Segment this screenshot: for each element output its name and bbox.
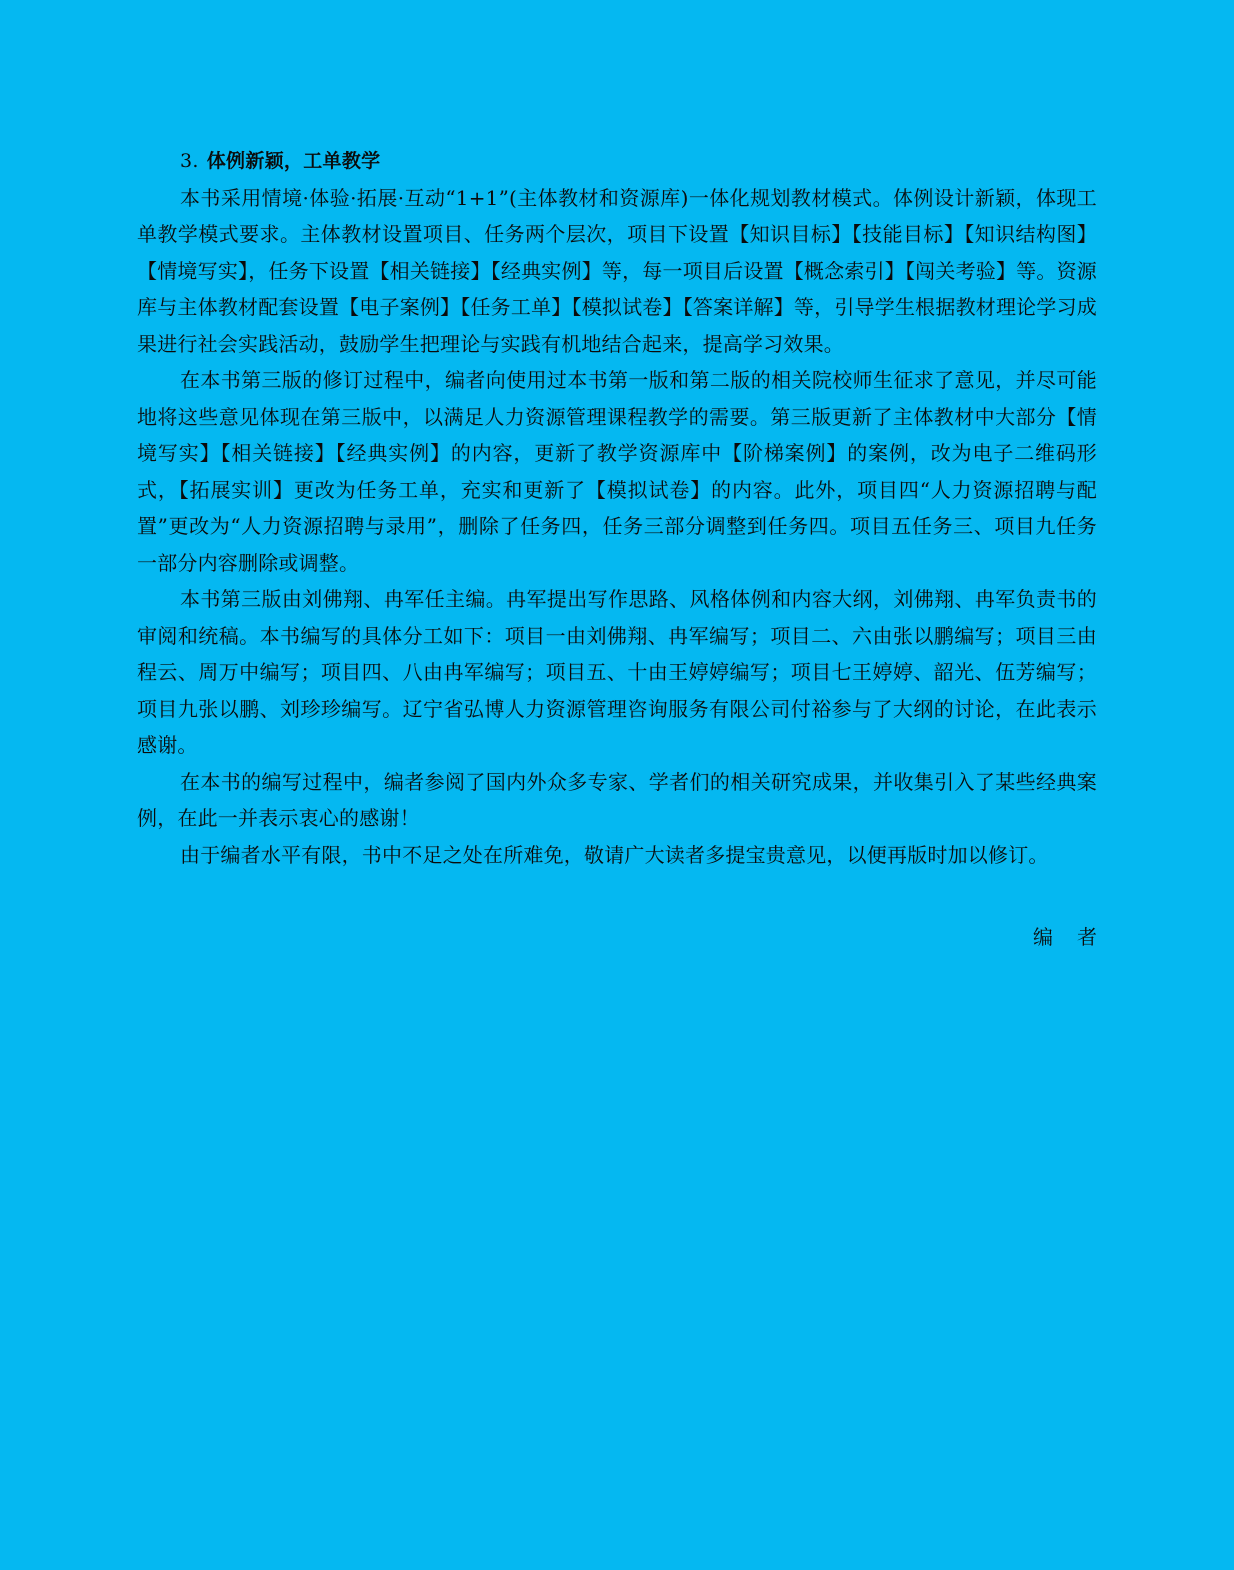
section-heading <box>137 143 1097 180</box>
paragraph-format-intro: 本书采用情境·体验·拓展·互动“1+1”(主体教材和资源库)一体化规划教材模式。体例设计新颖，体现工单教学模式要求。主体教材设置项目、任务两个层次，项目下设置【知识目标】【技能目标】【知识结构图】【情境写实】，任务下设置【相关链接】【经典实例】等，每一项目后设置【概念索引】【闯关考验】等。资源库与主体教材配套设置【电子案例】【任务工单】【模拟试卷】【答案详解】等，引导学生根据教材理论学习成果进行社会实践活动，鼓励学生把理论与实践有机地结合起来，提高学习效果。 <box>137 185 1097 356</box>
paragraph-authors: 本书第三版由刘佛翔、冉军任主编。冉军提出写作思路、风格体例和内容大纲，刘佛翔、冉军负责书的审阅和统稿。本书编写的具体分工如下：项目一由刘佛翔、冉军编写；项目二、六由张以鹏编写；项目三由程云、周万中编写；项目四、八由冉军编写；项目五、十由王婷婷编写；项目七王婷婷、韶光、伍芳编写；项目九张以鹏、刘珍珍编写。辽宁省弘博人力资源管理咨询服务有限公司付裕参与了大纲的讨论，在此表示感谢。 <box>137 587 1097 757</box>
paragraph-acknowledgement: 在本书的编写过程中，编者参阅了国内外众多专家、学者们的相关研究成果，并收集引入了某些经典案例，在此一并表示衷心的感谢！ <box>137 769 1097 830</box>
section-title: 体例新颖，工单教学 <box>206 150 381 172</box>
paragraph-feedback: 由于编者水平有限，书中不足之处在所难免，敬请广大读者多提宝贵意见，以便再版时加以修订。 <box>180 842 1049 867</box>
paragraph-revision: 在本书第三版的修订过程中，编者向使用过本书第一版和第二版的相关院校师生征求了意见，并尽可能地将这些意见体现在第三版中，以满足人力资源管理课程教学的需要。第三版更新了主体教材中大部分【情境写实】【相关链接】【经典实例】的内容，更新了教学资源库中【阶梯案例】的案例，改为电子二维码形式，【拓展实训】更改为任务工单，充实和更新了【模拟试卷】的内容。此外，项目四“人力资源招聘与配置”更改为“人力资源招聘与录用”，删除了任务四，任务三部分调整到任务四。项目五任务三、项目九任务一部分内容删除或调整。 <box>137 368 1097 575</box>
signature: 编者 <box>1033 925 1121 949</box>
section-number: 3. <box>180 150 199 172</box>
preface-page <box>137 143 1121 956</box>
